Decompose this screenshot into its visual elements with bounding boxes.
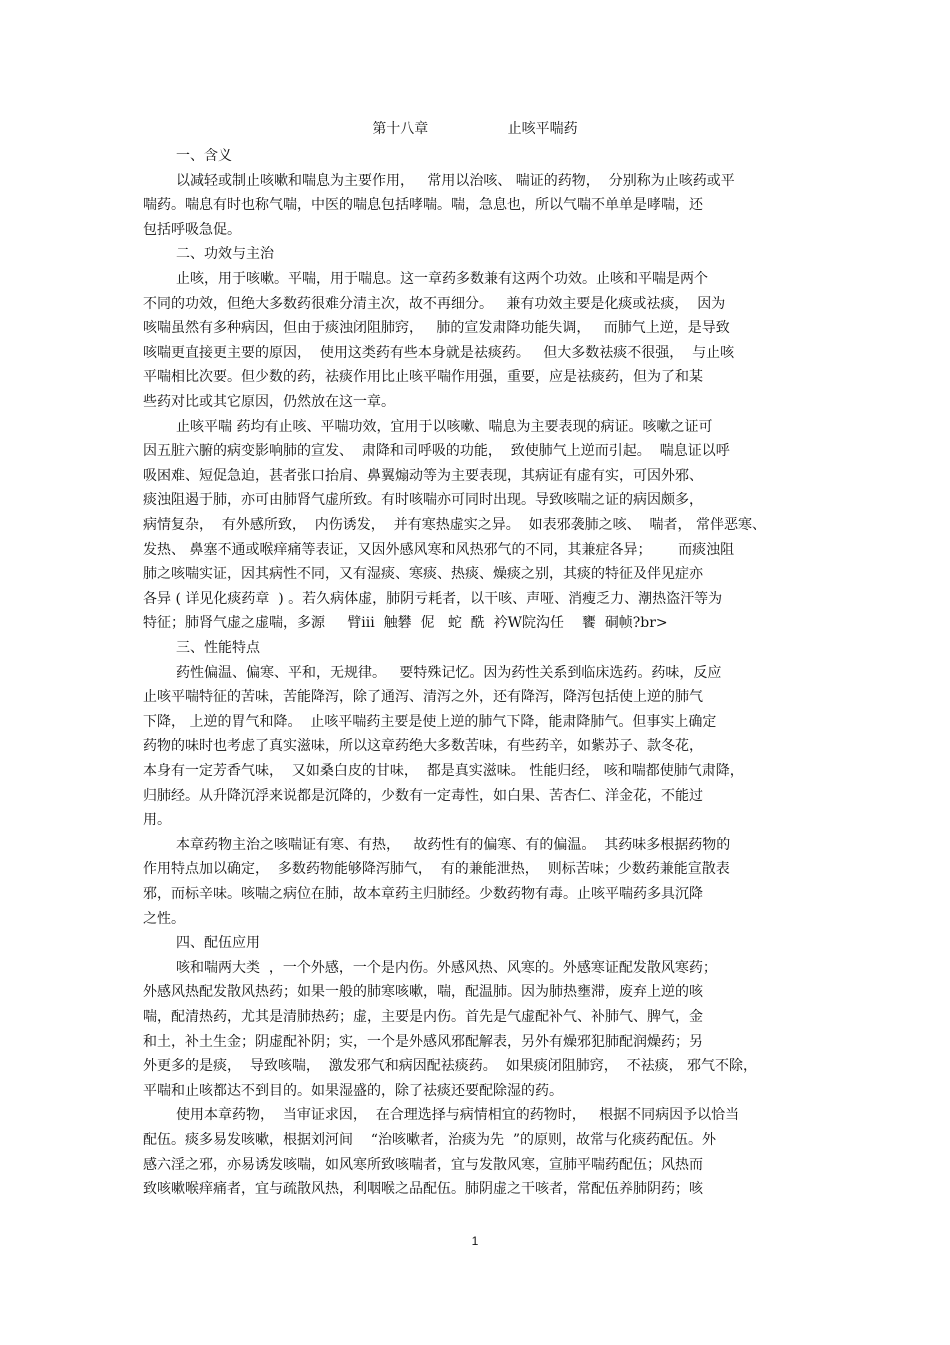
text-line: 平喘相比次要。但少数的药，祛痰作用比止咳平喘作用强，重要，应是祛痰药，但为了和某 (143, 369, 703, 386)
text-line: 咳喘虽然有多种病因，但由于痰浊闭阻肺窍， 肺的宣发肃降功能失调， 而肺气上逆，是导致 (143, 320, 730, 337)
text-line: 病情复杂， 有外感所致， 内伤诱发， 并有寒热虚实之异。 如表邪袭肺之咳、 喘者， 常伴恶寒、 (143, 517, 766, 533)
text-line: 不同的功效，但绝大多数药很难分清主次，故不再细分。 兼有功效主要是化痰或祛痰， 因为 (143, 295, 726, 312)
text-line: 之性。 (143, 910, 185, 927)
text-line: 痰浊阻遏于肺，亦可由肺肾气虚所致。有时咳喘亦可同时出现。导致咳喘之证的病因颇多， (143, 492, 703, 509)
text-line: 特征；肺肾气虚之虚喘，多源 臂iii 触礬 伲 蛇 酰 衿W院沟任 饔 硐帧?br> (143, 615, 668, 632)
text-line: 外更多的是痰， 导致咳喘， 激发邪气和病因配祛痰药。 如果痰闭阻肺窍， 不祛痰， 邪气不除， (143, 1058, 758, 1075)
page-number: 1 (471, 1234, 479, 1248)
text-line: 配伍。痰多易发咳嗽，根据刘河间 “治咳嗽者，治痰为先 ”的原则，故常与化痰药配伍。外 (143, 1132, 717, 1148)
section-heading: 二、功效与主治 (176, 246, 274, 263)
text-line: 本章药物主治之咳喘证有寒、有热， 故药性有的偏寒、有的偏温。 其药味多根据药物的 (176, 836, 731, 853)
text-line: 些药对比或其它原因，仍然放在这一章。 (143, 394, 395, 410)
text-line: 吸困难、短促急迫，甚者张口抬肩、鼻翼煽动等为主要表现，其病证有虚有实，可因外邪、 (143, 467, 703, 484)
text-line: 包括呼吸急促。 (143, 221, 241, 238)
text-line: 发热、 鼻塞不通或喉痒痛等表证，又因外感风寒和风热邪气的不同，其兼症各异； 而痰浊阻 (143, 541, 735, 558)
text-line: 药物的味时也考虑了真实滋味，所以这章药绝大多数苦味，有些药辛，如紫苏子、款冬花， (143, 738, 703, 755)
text-line: 作用特点加以确定， 多数药物能够降泻肺气， 有的兼能泄热， 则标苦味；少数药兼能宣散表 (143, 861, 730, 878)
text-line: 肺之咳喘实证，因其病性不同，又有湿痰、寒痰、热痰、燥痰之别，其痰的特征及伴见症亦 (143, 566, 703, 583)
text-line: 咳喘更直接更主要的原因， 使用这类药有些本身就是祛痰药。 但大多数祛痰不很强， 与止咳 (143, 344, 735, 361)
text-line: 药性偏温、偏寒、平和，无规律。 要特殊记忆。因为药性关系到临床选药。药味，反应 (176, 664, 722, 681)
text-line: 止咳平喘 药均有止咳、平喘功效，宜用于以咳嗽、喘息为主要表现的病证。咳嗽之证可 (176, 418, 713, 435)
text-line: 止咳，用于咳嗽。平喘，用于喘息。这一章药多数兼有这两个功效。止咳和平喘是两个 (176, 271, 708, 287)
text-line: 因五脏六腑的病变影响肺的宣发、 肃降和司呼吸的功能， 致使肺气上逆而引起。 喘息证以呼 (143, 443, 730, 460)
text-line: 感六淫之邪，亦易诱发咳喘，如风寒所致咳喘者，宜与发散风寒，宣肺平喘药配伍；风热而 (143, 1156, 703, 1173)
section-heading: 四、配伍应用 (176, 935, 260, 952)
text-line: 外感风热配发散风热药；如果一般的肺寒咳嗽，喘，配温肺。因为肺热壅滞，废弃上逆的咳 (143, 984, 703, 1001)
text-line: 止咳平喘特征的苦味，苦能降泻，除了通泻、清泻之外，还有降泻，降泻包括使上逆的肺气 (143, 689, 703, 706)
section-heading: 三、性能特点 (176, 640, 260, 656)
text-line: 归肺经。从升降沉浮来说都是沉降的，少数有一定毒性，如白果、苦杏仁、洋金花，不能过 (143, 787, 703, 804)
text-line: 和土，补土生金；阴虚配补阴；实，一个是外感风邪配解表，另外有燥邪犯肺配润燥药；另 (143, 1033, 703, 1050)
text-line: 下降， 上逆的胃气和降。 止咳平喘药主要是使上逆的肺气下降，能肃降肺气。但事实上确定 (143, 713, 717, 730)
text-line: 各异 ( 详见化痰药章 ) 。若久病体虚，肺阴亏耗者，以干咳、声哑、消瘦乏力、潮热盗汗等为 (143, 590, 723, 607)
text-line: 咳和喘两大类 ，一个外感，一个是内伤。外感风热、风寒的。外感寒证配发散风寒药； (176, 959, 717, 976)
text-line: 喘药。喘息有时也称气喘，中医的喘息包括哮喘。喘，急息也，所以气喘不单单是哮喘，还 (143, 197, 703, 214)
chapter-title: 第十八章 止咳平喘药 (372, 121, 578, 137)
text-line: 使用本章药物， 当审证求因， 在合理选择与病情相宜的药物时， 根据不同病因予以恰当 (176, 1107, 740, 1124)
text-line: 本身有一定芳香气味， 又如桑白皮的甘味， 都是真实滋味。 性能归经， 咳和喘都使肺气肃降， (143, 763, 744, 779)
text-line: 邪，而标辛味。咳喘之病位在肺，故本章药主归肺经。少数药物有毒。止咳平喘药多具沉降 (143, 886, 703, 902)
text-line: 致咳嗽喉痒痛者，宜与疏散风热，利咽喉之品配伍。肺阴虚之干咳者，常配伍养肺阴药；咳 (143, 1181, 703, 1198)
section-heading: 一、含义 (176, 148, 232, 164)
text-line: 以减轻或制止咳嗽和喘息为主要作用， 常用以治咳、 喘证的药物， 分别称为止咳药或平 (176, 172, 735, 189)
text-line: 喘，配清热药，尤其是清肺热药；虚，主要是内伤。首先是气虚配补气、补肺气、脾气，金 (143, 1009, 703, 1025)
text-line: 用。 (143, 812, 171, 829)
text-line: 平喘和止咳都达不到目的。如果湿盛的，除了祛痰还要配除湿的药。 (143, 1082, 563, 1099)
